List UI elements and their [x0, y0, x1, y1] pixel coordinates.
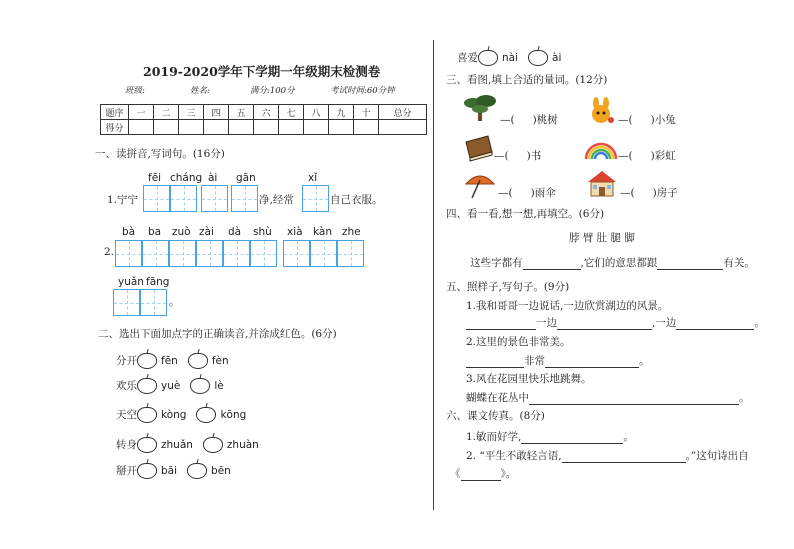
exam-title: 2019-2020学年下学期一年级期末检测卷	[143, 64, 381, 79]
score-input-cell[interactable]	[254, 120, 279, 135]
reading-option[interactable]: fèn	[211, 355, 229, 367]
pinyin-label: cháng	[170, 172, 203, 184]
reading-option[interactable]: fēn	[161, 355, 178, 367]
score-input-cell[interactable]	[279, 120, 304, 135]
q4-characters: 脖 臂 肚 腿 脚	[569, 232, 635, 244]
apple-icon[interactable]	[203, 437, 223, 453]
reading-item	[457, 50, 561, 66]
answer-blank[interactable]	[529, 404, 739, 405]
reading-item	[116, 463, 231, 479]
answer-blank[interactable]	[466, 367, 524, 368]
measure-blank[interactable]: —( )房子	[620, 187, 678, 199]
pinyin-label: zhe	[342, 226, 361, 238]
apple-icon[interactable]	[190, 378, 210, 394]
reading-word: 转身	[116, 439, 137, 451]
tianzige-group[interactable]	[302, 185, 329, 212]
pinyin-label: gān	[236, 172, 256, 184]
answer-blank[interactable]	[545, 367, 639, 368]
table-cell: 九	[329, 105, 354, 120]
reading-item	[116, 437, 259, 453]
tianzige-group[interactable]	[283, 240, 364, 267]
answer-blank[interactable]	[521, 443, 623, 444]
q5-answer-1: 一边 ,一边 。	[466, 315, 765, 330]
tianzige-group[interactable]	[201, 185, 228, 212]
q6-line-1: 1.敏而好学, 。	[466, 431, 634, 443]
pinyin-label: xià	[287, 226, 303, 238]
table-cell: 三	[179, 105, 204, 120]
reading-word: 掰开	[116, 465, 137, 477]
apple-icon[interactable]	[137, 437, 157, 453]
apple-icon[interactable]	[188, 353, 208, 369]
answer-blank[interactable]	[562, 462, 686, 463]
rabbit-icon	[583, 96, 619, 126]
score-input-cell[interactable]	[129, 120, 154, 135]
q4-sentence: 这些字都有 ,它们的意思都跟 有关。	[470, 257, 755, 269]
table-cell: 四	[204, 105, 229, 120]
answer-blank[interactable]	[461, 480, 501, 481]
reading-option[interactable]: lè	[214, 380, 224, 392]
score-table-header-row	[101, 105, 427, 120]
pinyin-label: zài	[199, 226, 214, 238]
reading-option[interactable]: bēn	[211, 465, 231, 477]
reading-option[interactable]: zhuǎn	[161, 439, 193, 451]
name-label: 姓名:	[190, 86, 210, 96]
score-input-cell[interactable]	[229, 120, 254, 135]
q5-example-2: 2.这里的景色非常美。	[466, 336, 571, 348]
q1-line1-mid: 净,经常	[259, 194, 294, 206]
apple-icon[interactable]	[137, 463, 157, 479]
score-input-cell[interactable]	[354, 120, 379, 135]
table-cell: 题序	[101, 105, 129, 120]
table-cell: 五	[229, 105, 254, 120]
answer-blank[interactable]	[657, 269, 723, 270]
reading-word: 天空	[116, 409, 137, 421]
q1-line2-prefix: 2.	[104, 246, 115, 258]
apple-icon[interactable]	[528, 50, 548, 66]
book-icon	[462, 132, 498, 162]
q1-line3-suffix: 。	[169, 296, 180, 308]
reading-item	[116, 378, 224, 394]
apple-icon[interactable]	[478, 50, 498, 66]
answer-blank[interactable]	[557, 329, 652, 330]
table-cell: 得分	[101, 120, 129, 135]
apple-icon[interactable]	[137, 407, 157, 423]
score-table-score-row	[101, 120, 427, 135]
pinyin-label: kàn	[313, 226, 332, 238]
apple-icon[interactable]	[137, 378, 157, 394]
answer-blank[interactable]	[466, 329, 536, 330]
house-icon	[584, 168, 620, 198]
table-cell: 八	[304, 105, 329, 120]
reading-option[interactable]: kòng	[161, 409, 187, 421]
score-input-cell[interactable]	[329, 120, 354, 135]
q2-title: 二、选出下面加点字的正确读音,并涂成红色。(6分)	[98, 328, 337, 340]
q5-answer-2: 非常 。	[466, 353, 650, 368]
reading-option[interactable]: yuè	[161, 380, 181, 392]
reading-word: 分开	[116, 355, 137, 367]
apple-icon[interactable]	[137, 353, 157, 369]
pinyin-label: bà	[122, 226, 136, 238]
measure-blank[interactable]: —( )雨伞	[498, 187, 556, 199]
q5-title: 五、照样子,写句子。(9分)	[446, 281, 570, 293]
score-input-cell[interactable]	[179, 120, 204, 135]
reading-option[interactable]: ài	[552, 52, 562, 64]
tianzige-group[interactable]	[115, 240, 277, 267]
pinyin-label: fāng	[146, 276, 170, 288]
score-input-cell[interactable]	[379, 120, 427, 135]
q6-line-2: 2. “平生不敢轻言语, 。”这句诗出自	[466, 450, 749, 462]
umbrella-icon	[462, 170, 498, 200]
class-label: 班级:	[125, 86, 145, 96]
score-input-cell[interactable]	[304, 120, 329, 135]
table-cell: 六	[254, 105, 279, 120]
pinyin-label: ba	[148, 226, 162, 238]
exam-time-label: 考试时间:60分钟	[330, 86, 395, 96]
measure-blank[interactable]: —( )彩虹	[618, 150, 676, 162]
pinyin-label: xǐ	[308, 172, 318, 184]
full-score-label: 满分:100分	[250, 86, 295, 96]
tianzige-group[interactable]	[143, 185, 197, 212]
table-cell: 总分	[379, 105, 427, 120]
q6-title: 六、课文传真。(8分)	[446, 410, 545, 422]
reading-item	[116, 407, 246, 423]
column-divider	[433, 40, 434, 510]
answer-blank[interactable]	[676, 329, 754, 330]
q5-example-1: 1.我和哥哥一边说话,一边欣赏湖边的风景。	[466, 300, 669, 312]
q4-title: 四、看一看,想一想,再填空。(6分)	[446, 208, 605, 220]
apple-icon[interactable]	[187, 463, 207, 479]
tianzige-group[interactable]	[113, 289, 167, 316]
pinyin-label: zuò	[172, 226, 191, 238]
table-cell: 十	[354, 105, 379, 120]
reading-option[interactable]: bāi	[161, 465, 178, 477]
pinyin-label: shù	[253, 226, 272, 238]
apple-icon[interactable]	[196, 407, 216, 423]
reading-item	[116, 353, 229, 369]
reading-option[interactable]: zhuàn	[226, 439, 259, 451]
score-input-cell[interactable]	[154, 120, 179, 135]
reading-option[interactable]: kōng	[220, 409, 247, 421]
q1-line1-prefix: 1.宁宁	[107, 194, 139, 206]
q3-title: 三、看图,填上合适的量词。(12分)	[446, 74, 608, 86]
pinyin-label: dà	[228, 226, 242, 238]
answer-blank[interactable]	[523, 269, 581, 270]
pinyin-label: yuǎn	[118, 276, 144, 288]
score-table	[100, 104, 427, 135]
reading-word: 喜爱	[457, 52, 478, 64]
q1-line1-suffix: 自己衣服。	[330, 194, 383, 206]
pinyin-label: ài	[208, 172, 218, 184]
measure-blank[interactable]: —( )桃树	[500, 114, 558, 126]
measure-blank[interactable]: —( )小兔	[618, 114, 676, 126]
q5-answer-3: 蝴蝶在花丛中 。	[466, 392, 750, 404]
rainbow-icon	[583, 133, 619, 163]
q6-line-3: 《 》。	[450, 468, 517, 480]
table-cell: 七	[279, 105, 304, 120]
tree-icon	[462, 93, 498, 123]
q5-example-3: 3.风在花园里快乐地跳舞。	[466, 373, 592, 385]
reading-option[interactable]: nài	[502, 52, 519, 64]
reading-word: 欢乐	[116, 380, 137, 392]
score-input-cell[interactable]	[204, 120, 229, 135]
table-cell: 一	[129, 105, 154, 120]
pinyin-label: fēi	[148, 172, 162, 184]
tianzige-group[interactable]	[231, 185, 258, 212]
measure-blank[interactable]: —( )书	[494, 150, 542, 162]
table-cell: 二	[154, 105, 179, 120]
q1-title: 一、读拼音,写词句。(16分)	[95, 148, 225, 160]
